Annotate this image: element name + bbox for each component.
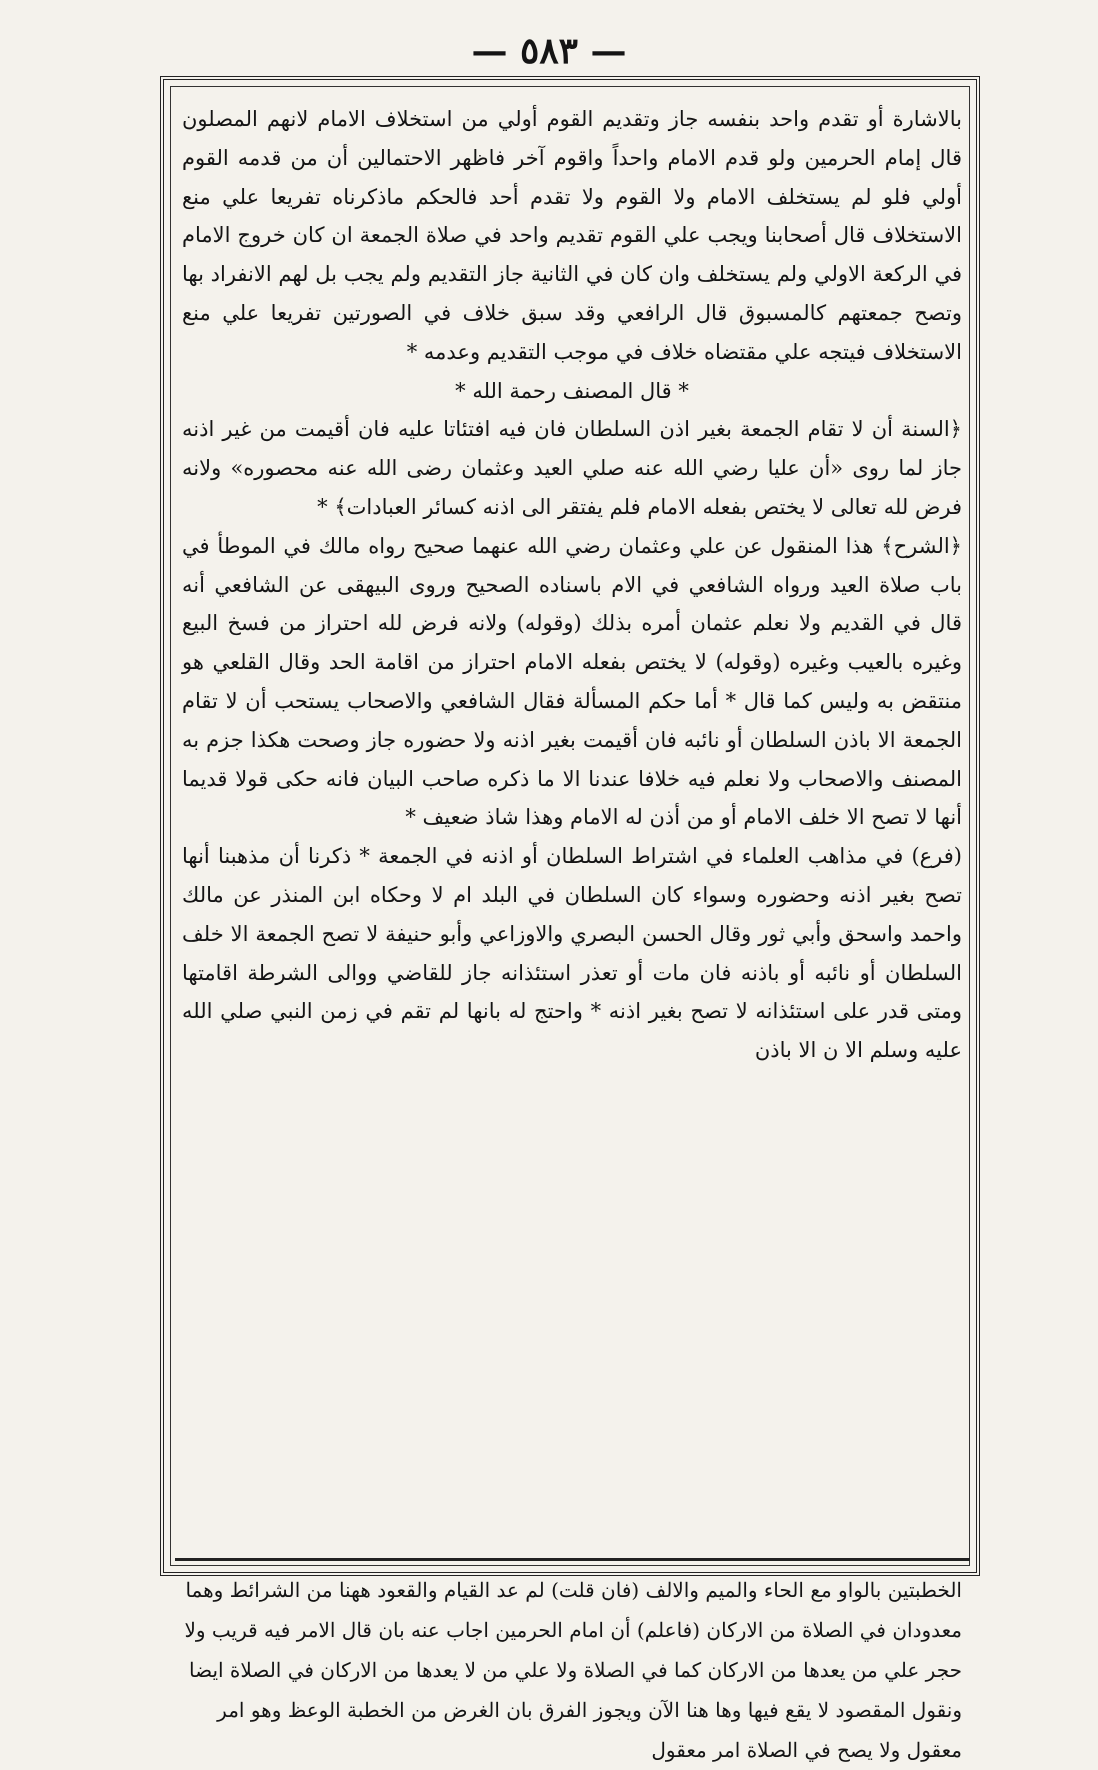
paragraph: ﴿السنة أن لا تقام الجمعة بغير اذن السلطان فان فيه افتئاتا عليه فان أقيمت من غير اذنه جاز لما روى «أن عليا رضي الله عنه صلي العيد وعثمان رضى الله عنه محصوره» ولانه فرض لله تعالى لا يختص بفعله الامام فلم يفتقر الى اذنه كسائر العبادات﴾ *	[182, 417, 962, 519]
section-heading: * قال المصنف رحمة الله *	[455, 378, 689, 403]
main-text	[182, 100, 962, 1536]
paragraph: ﴿الشرح﴾ هذا المنقول عن علي وعثمان رضي الله عنهما صحيح رواه مالك في الموطأ في باب صلاة العيد ورواه الشافعي في الام باسناده الصحيح وروى البيهقى عن الشافعي أنه قال في القديم ولا نعلم عثمان أمره بذلك (وقوله) ولانه فرض لله احتراز من فسخ البيع وغيره بالعيب وغيره (وقوله) لا يختص بفعله الامام احتراز من اقامة الحد وقال القلعي هو منتقض به وليس كما قال * أما حكم المسألة فقال الشافعي والاصحاب يستحب أن لا تقام الجمعة الا باذن السلطان أو نائبه فان أقيمت بغير اذنه ولا حضوره جاز وصحت هكذا جزم به المصنف والاصحاب ولا نعلم فيه خلافا عندنا الا ما ذكره صاحب البيان فانه حكى قولا قديما أنها لا تصح الا خلف الامام أو من أذن له الامام وهذا شاذ ضعيف *	[182, 533, 962, 830]
footnote-divider	[175, 1558, 970, 1561]
paragraph: (فرع) في مذاهب العلماء في اشتراط السلطان أو اذنه في الجمعة * ذكرنا أن مذهبنا أنها تصح بغير اذنه وحضوره وسواء كان السلطان في البلد ام لا وحكاه ابن المنذر عن مالك واحمد واسحق وأبي ثور وقال الحسن البصري والاوزاعي وأبو حنيفة لا تصح الجمعة الا خلف السلطان أو نائبه أو باذنه فان مات أو تعذر استئذانه جاز للقاضي ووالى الشرطة اقامتها ومتى قدر على استئذانه لا تصح بغير اذنه * واحتج له بانها لم تقم في زمن النبي صلي الله عليه وسلم الا ن الا باذن	[182, 844, 962, 1063]
paragraph: بالاشارة أو تقدم واحد بنفسه جاز وتقديم القوم أولي من استخلاف الامام لانهم المصلون قال إمام الحرمين ولو قدم الامام واحداً واقوم آخر فاظهر الاحتمالين أن من قدمه القوم أولي فلو لم يستخلف الامام ولا القوم ولا تقدم أحد فالحكم ماذكرناه تفريعا علي منع الاستخلاف قال أصحابنا ويجب علي القوم تقديم واحد في صلاة الجمعة ان كان خروج الامام في الركعة الاولي ولم يستخلف وان كان في الثانية جاز التقديم ولم يجب بل لهم الانفراد بها وتصح جمعتهم كالمسبوق قال الرافعي وقد سبق خلاف في الصورتين تفريعا علي منع الاستخلاف فيتجه علي مقتضاه خلاف في موجب التقديم وعدمه *	[182, 107, 962, 364]
page-number: — ٥٨٣ —	[471, 30, 627, 72]
footnote-text: الخطبتين بالواو مع الحاء والميم والالف (فان قلت) لم عد القيام والقعود ههنا من الشرائط وهما معدودان في الصلاة من الاركان (فاعلم) أن امام الحرمين اجاب عنه بان قال الامر فيه قريب ولا حجر علي من يعدها من الاركان كما في الصلاة ولا علي من لا يعدها من الاركان في الصلاة ايضا ونقول المقصود لا يقع فيها وها هنا الآن ويجوز الفرق بان الغرض من الخطبة الوعظ وهو امر معقول ولا يصح في الصلاة امر معقول	[184, 1578, 962, 1762]
